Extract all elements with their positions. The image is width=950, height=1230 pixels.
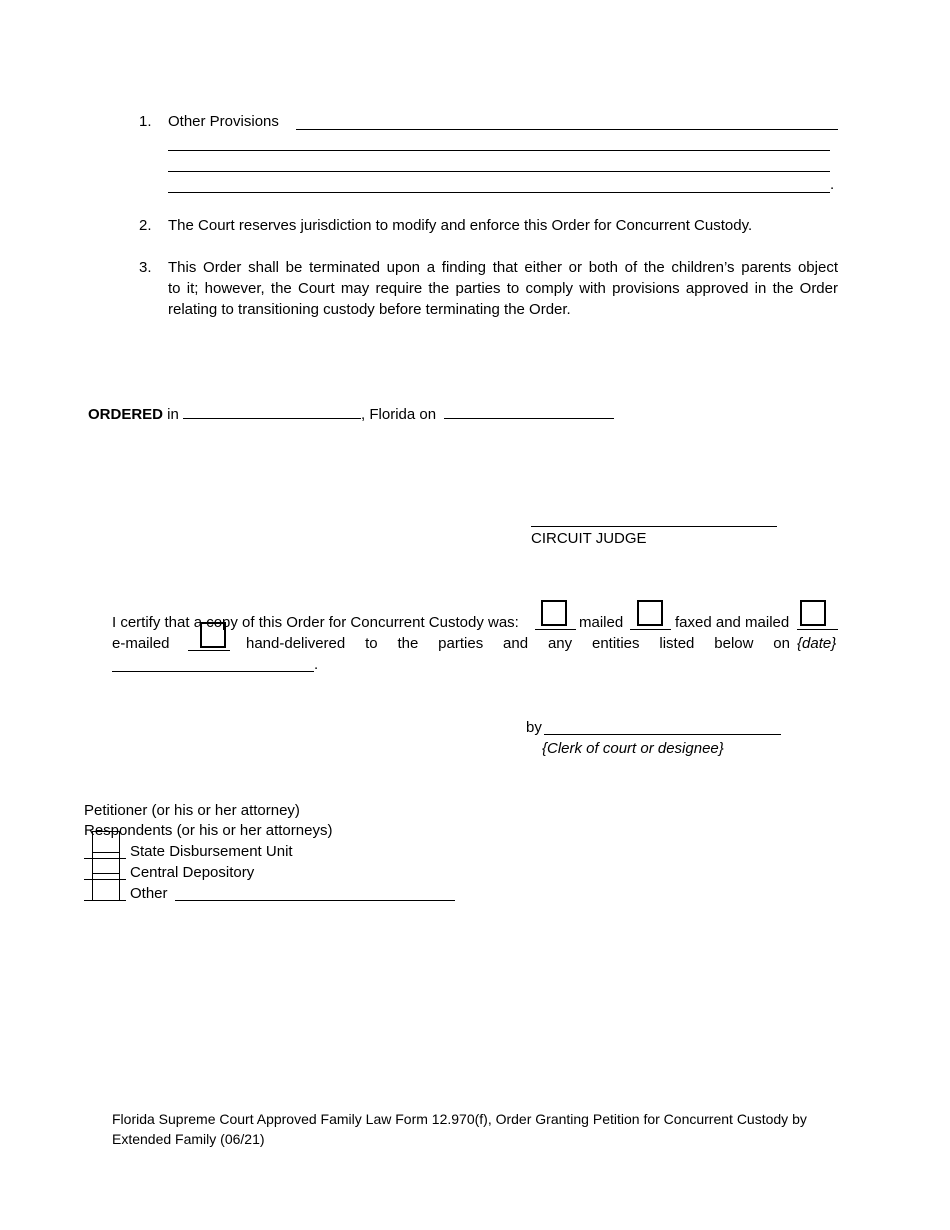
item-3-number: 3. bbox=[139, 259, 152, 276]
ordered-county-blank[interactable] bbox=[183, 404, 361, 419]
ordered-date-blank[interactable] bbox=[444, 404, 614, 419]
item-2-number: 2. bbox=[139, 217, 152, 234]
emailed-checkbox[interactable] bbox=[200, 622, 226, 648]
emailed-label: e-mailed bbox=[112, 635, 170, 652]
other-provisions-label: Other Provisions bbox=[168, 113, 279, 130]
faxed-mailed-label: faxed and mailed bbox=[675, 614, 790, 631]
termination-line-3: relating to transitioning custody before terminating the Order. bbox=[168, 301, 571, 318]
form-footer bbox=[112, 1109, 842, 1149]
faxed-and-mailed-checkbox[interactable] bbox=[800, 600, 826, 626]
mailed-label: mailed bbox=[579, 614, 624, 631]
other-label: Other bbox=[130, 885, 168, 902]
clerk-designee-label bbox=[542, 739, 724, 759]
other-provisions-period: . bbox=[830, 176, 835, 193]
faxed-checkbox[interactable] bbox=[637, 600, 663, 626]
judge-signature-line[interactable] bbox=[531, 526, 777, 527]
certify-period: . bbox=[314, 656, 319, 673]
ordered-bold: ORDERED bbox=[88, 406, 164, 423]
clerk-designee-italic: {Clerk of court or designee} bbox=[542, 740, 724, 757]
termination-line-1: This Order shall be terminated upon a finding that either or both of the children’s parents object bbox=[168, 259, 838, 276]
central-depository-label: Central Depository bbox=[130, 864, 255, 881]
date-italic: {date} bbox=[797, 635, 837, 652]
other-description-line[interactable] bbox=[175, 900, 455, 901]
ordered-line bbox=[88, 404, 614, 425]
by-label: by bbox=[526, 719, 542, 736]
footer-line-2: Extended Family (06/21) bbox=[112, 1131, 265, 1147]
other-checkbox[interactable] bbox=[92, 873, 120, 901]
petitioner-label: Petitioner (or his or her attorney) bbox=[84, 802, 300, 819]
ordered-florida-text: , Florida on bbox=[361, 406, 441, 423]
item-1-number: 1. bbox=[139, 113, 152, 130]
ordered-in-text: in bbox=[163, 406, 184, 423]
other-provisions-line-2[interactable] bbox=[168, 150, 830, 151]
mailed-blank bbox=[535, 629, 576, 630]
jurisdiction-text: The Court reserves jurisdiction to modify and enforce this Order for Concurrent Custody. bbox=[168, 217, 753, 234]
footer-line-1: Florida Supreme Court Approved Family Law Form 12.970(f), Order Granting Petition for Concurrent Custody by bbox=[112, 1111, 807, 1127]
faxed-mailed-blank bbox=[797, 629, 838, 630]
emailed-blank bbox=[188, 650, 230, 651]
other-provisions-line-4[interactable] bbox=[168, 192, 830, 193]
other-provisions-line-3[interactable] bbox=[168, 171, 830, 172]
termination-line-2: to it; however, the Court may require the parties to comply with provisions approved in the Order bbox=[168, 280, 838, 297]
faxed-blank bbox=[630, 629, 671, 630]
hand-delivered-text: hand-delivered to the parties and any entities listed below on bbox=[246, 635, 790, 652]
other-provisions-line-1[interactable] bbox=[296, 129, 838, 130]
sdu-label: State Disbursement Unit bbox=[130, 843, 293, 860]
mailed-checkbox[interactable] bbox=[541, 600, 567, 626]
certify-date-line[interactable] bbox=[112, 671, 314, 672]
date-label bbox=[797, 634, 836, 654]
certify-intro: I certify that a copy of this Order for Concurrent Custody was: bbox=[112, 614, 519, 631]
respondents-label: Respondents (or his or her attorneys) bbox=[84, 822, 333, 839]
circuit-judge-label: CIRCUIT JUDGE bbox=[531, 530, 647, 547]
clerk-signature-line[interactable] bbox=[544, 734, 781, 735]
